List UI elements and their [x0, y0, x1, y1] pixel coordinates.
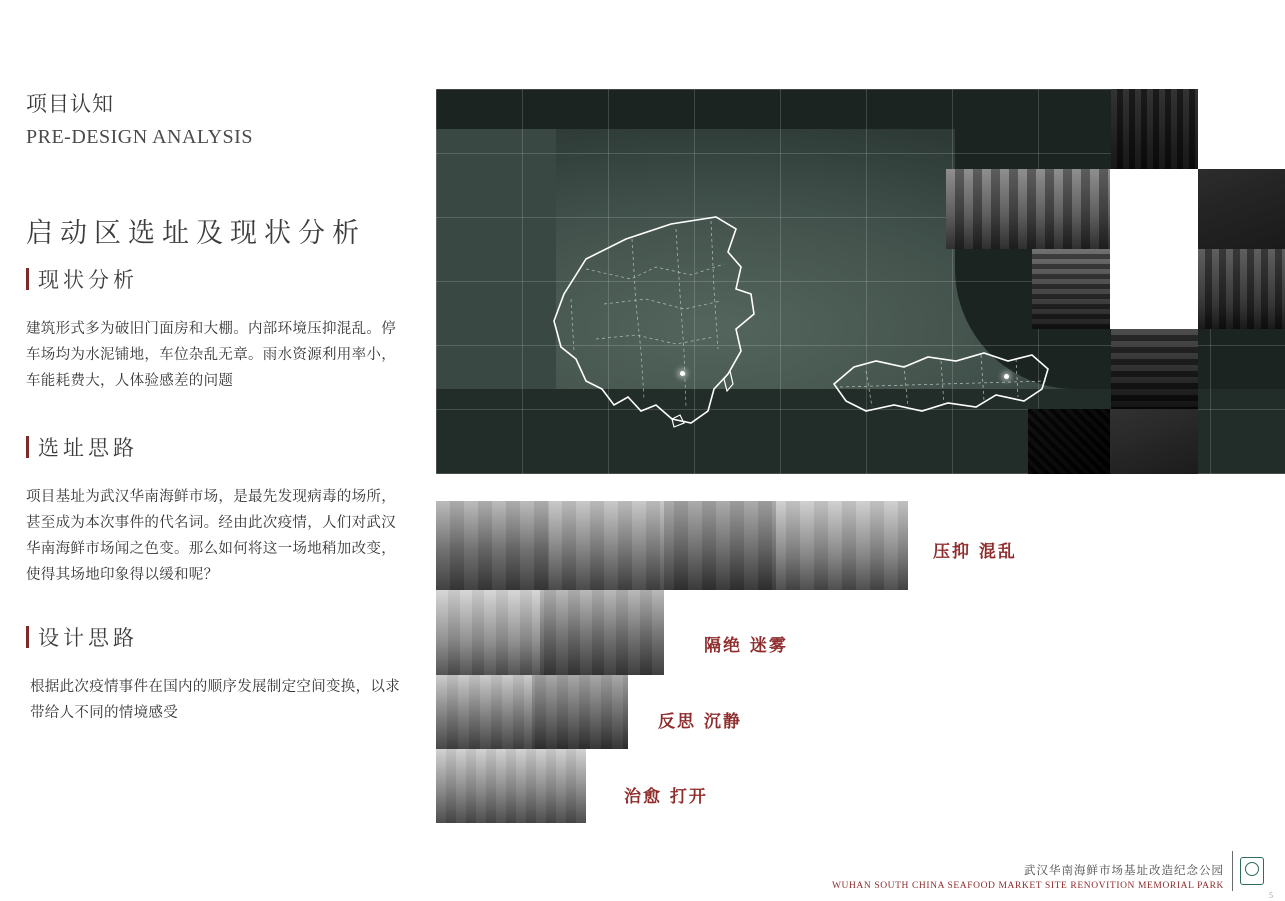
sub-heading-1-label: 现状分析 — [38, 268, 138, 292]
section-title-en: PRE-DESIGN ANALYSIS — [26, 126, 253, 148]
map-photo-tile-1 — [1111, 89, 1198, 169]
seal-icon — [1240, 857, 1264, 885]
strip-1-market-interior — [436, 501, 908, 590]
map-panel — [436, 89, 1285, 474]
footer-text — [832, 862, 1224, 891]
map-tile-blank-1 — [1198, 89, 1285, 169]
map-marker-wuhan — [680, 371, 685, 376]
map-photo-tile-4 — [1032, 249, 1110, 329]
footer-title-cn: 武汉华南海鲜市场基址改造纪念公园 — [1024, 863, 1224, 877]
footer — [832, 851, 1265, 891]
map-photo-tile-2 — [946, 169, 1110, 249]
sub-heading-3-label: 设计思路 — [38, 626, 138, 650]
red-bar-icon — [26, 626, 29, 648]
map-tile-blank-3 — [1110, 249, 1198, 329]
sub-heading-2-label: 选址思路 — [38, 436, 138, 460]
red-bar-icon — [26, 436, 29, 458]
map-photo-tile-3 — [1198, 169, 1285, 249]
label-reflection-calm: 反思 沉静 — [658, 712, 742, 732]
map-photo-tile-7 — [1028, 409, 1110, 474]
label-healing-open: 治愈 打开 — [624, 787, 708, 807]
section-title-cn: 项目认知 — [26, 92, 114, 116]
sub-heading-design-approach — [26, 622, 406, 652]
strip-2-fog-isolation — [436, 590, 664, 675]
paragraph-design-approach: 根据此次疫情事件在国内的顺序发展制定空间变换，以求带给人不同的情境感受 — [30, 679, 400, 721]
red-bar-icon — [26, 268, 29, 290]
map-photo-tile-8 — [1110, 409, 1198, 474]
map-marker-hubei — [1004, 374, 1009, 379]
left-text-column — [26, 88, 406, 726]
label-oppressive-chaotic: 压抑 混乱 — [933, 542, 1017, 562]
strip-4-healing-open — [436, 749, 586, 823]
map-photo-tile-5 — [1198, 249, 1285, 329]
paragraph-site-selection: 项目基址为武汉华南海鲜市场，是最先发现病毒的场所，甚至成为本次事件的代名词。经由此次疫情，人们对武汉华南海鲜市场闻之色变。那么如何将这一场地稍加改变，使得其场地印象得以缓和呢？ — [26, 489, 396, 583]
footer-title-en: WUHAN SOUTH CHINA SEAFOOD MARKET SITE RENOVITION MEMORIAL PARK — [831, 881, 1224, 891]
sub-heading-current-analysis — [26, 264, 406, 294]
map-tile-blank-2 — [1110, 169, 1198, 249]
map-photo-tile-6 — [1111, 329, 1198, 409]
page-title: 启动区选址及现状分析 — [26, 218, 366, 249]
footer-logo — [1232, 851, 1265, 891]
page-number: 5 — [1269, 891, 1273, 900]
paragraph-current-analysis: 建筑形式多为破旧门面房和大棚。内部环境压抑混乱。停车场均为水泥铺地，车位杂乱无章。雨水资源利用率小，车能耗费大，人体验感差的问题 — [26, 321, 396, 389]
label-isolation-fog: 隔绝 迷雾 — [704, 636, 788, 656]
strip-3-reflection-water — [436, 675, 628, 749]
sub-heading-site-selection — [26, 432, 406, 462]
